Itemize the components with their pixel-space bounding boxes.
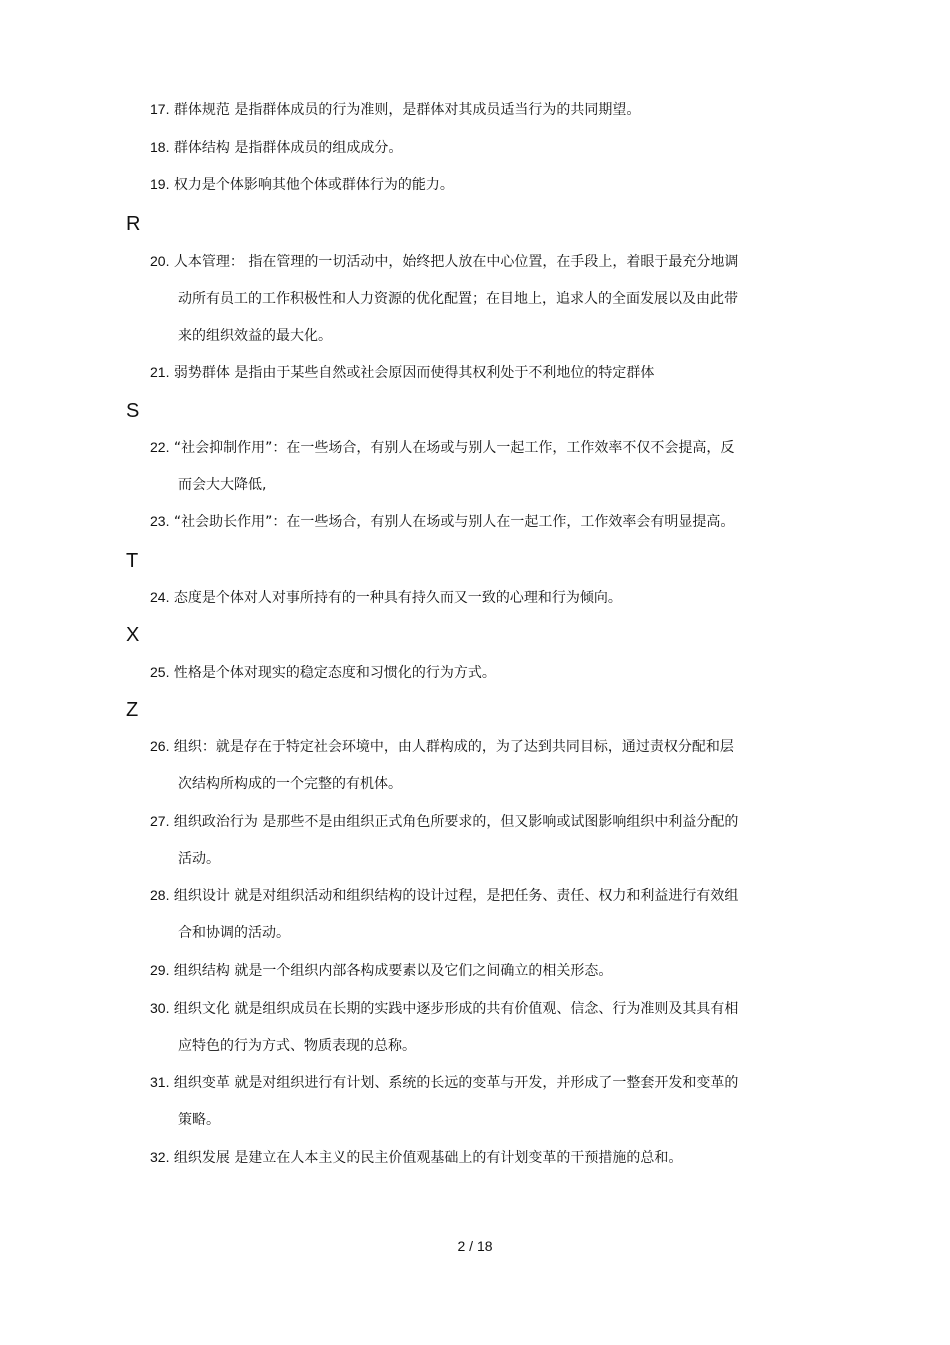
entry-text-continued: 而会大大降低, (178, 477, 267, 493)
entry-number: 21. (150, 364, 170, 380)
entry-21 (150, 354, 800, 392)
entry-number: 29. (150, 962, 170, 978)
entry-25 (150, 654, 800, 692)
entry-text: 弱势群体 是指由于某些自然或社会原因而使得其权利处于不利地位的特定群体 (173, 365, 655, 381)
entry-text: 人本管理： 指在管理的一切活动中，始终把人放在中心位置，在手段上，着眼于最充分地调 (173, 254, 739, 270)
entry-text: 组织：就是存在于特定社会环境中，由人群构成的，为了达到共同目标，通过责权分配和层 (173, 739, 734, 755)
entry-text: “社会抑制作用”：在一些场合，有别人在场或与别人一起工作，工作效率不仅不会提高，反 (173, 440, 735, 456)
entry-number: 27. (150, 813, 170, 829)
section-letter-r: R (126, 213, 141, 235)
entry-text-continued: 合和协调的活动。 (178, 925, 290, 941)
entry-number: 25. (150, 664, 170, 680)
section-letter-t: T (126, 550, 139, 572)
section-letter-x: X (126, 624, 140, 646)
entry-number: 26. (150, 738, 170, 754)
entry-text: 组织政治行为 是那些不是由组织正式角色所要求的，但又影响或试图影响组织中利益分配的 (173, 814, 739, 830)
entry-23 (150, 503, 800, 541)
entry-text-continued: 来的组织效益的最大化。 (178, 328, 332, 344)
entry-27 (150, 803, 800, 878)
entry-number: 32. (150, 1149, 170, 1165)
entry-text: 群体结构 是指群体成员的组成成分。 (173, 140, 403, 156)
entry-text: 群体规范 是指群体成员的行为准则，是群体对其成员适当行为的共同期望。 (173, 102, 641, 118)
section-letter-s: S (126, 400, 140, 422)
entry-number: 20. (150, 253, 170, 269)
entry-text-continued: 动所有员工的工作积极性和人力资源的优化配置；在目地上，追求人的全面发展以及由此带 (178, 291, 738, 307)
entry-24 (150, 579, 800, 617)
entry-number: 23. (150, 513, 170, 529)
entry-26 (150, 728, 800, 803)
entry-text: 组织变革 就是对组织进行有计划、系统的长远的变革与开发，并形成了一整套开发和变革的 (173, 1075, 739, 1091)
entry-17 (150, 91, 800, 129)
entry-20 (150, 243, 800, 355)
section-letter-z: Z (126, 699, 139, 721)
entry-text-continued: 次结构所构成的一个完整的有机体。 (178, 776, 402, 792)
entry-number: 19. (150, 176, 170, 192)
entry-number: 28. (150, 887, 170, 903)
entry-number: 18. (150, 139, 170, 155)
entry-text-continued: 活动。 (178, 851, 220, 867)
entry-number: 17. (150, 101, 170, 117)
entry-22 (150, 429, 800, 504)
entry-text: 组织结构 就是一个组织内部各构成要素以及它们之间确立的相关形态。 (173, 963, 613, 979)
entry-31 (150, 1064, 800, 1139)
entry-number: 22. (150, 439, 170, 455)
entry-text: 组织设计 就是对组织活动和组织结构的设计过程，是把任务、责任、权力和利益进行有效组 (173, 888, 739, 904)
entry-number: 30. (150, 1000, 170, 1016)
entry-text: 权力是个体影响其他个体或群体行为的能力。 (173, 177, 454, 193)
entry-29 (150, 952, 800, 990)
entry-19 (150, 166, 800, 204)
entry-28 (150, 877, 800, 952)
entry-30 (150, 990, 800, 1065)
entry-text-continued: 策略。 (178, 1112, 220, 1128)
page-number: 2 / 18 (457, 1238, 493, 1254)
entry-text: “社会助长作用”：在一些场合，有别人在场或与别人在一起工作，工作效率会有明显提高。 (173, 514, 735, 530)
entry-text-continued: 应特色的行为方式、物质表现的总称。 (178, 1038, 416, 1054)
entry-text: 组织文化 就是组织成员在长期的实践中逐步形成的共有价值观、信念、行为准则及其具有相 (173, 1001, 739, 1017)
entry-32 (150, 1139, 800, 1177)
entry-text: 态度是个体对人对事所持有的一种具有持久而又一致的心理和行为倾向。 (173, 590, 622, 606)
entry-18 (150, 129, 800, 167)
entry-text: 组织发展 是建立在人本主义的民主价值观基础上的有计划变革的干预措施的总和。 (173, 1150, 683, 1166)
entry-number: 24. (150, 589, 170, 605)
entry-text: 性格是个体对现实的稳定态度和习惯化的行为方式。 (173, 665, 496, 681)
entry-number: 31. (150, 1074, 170, 1090)
